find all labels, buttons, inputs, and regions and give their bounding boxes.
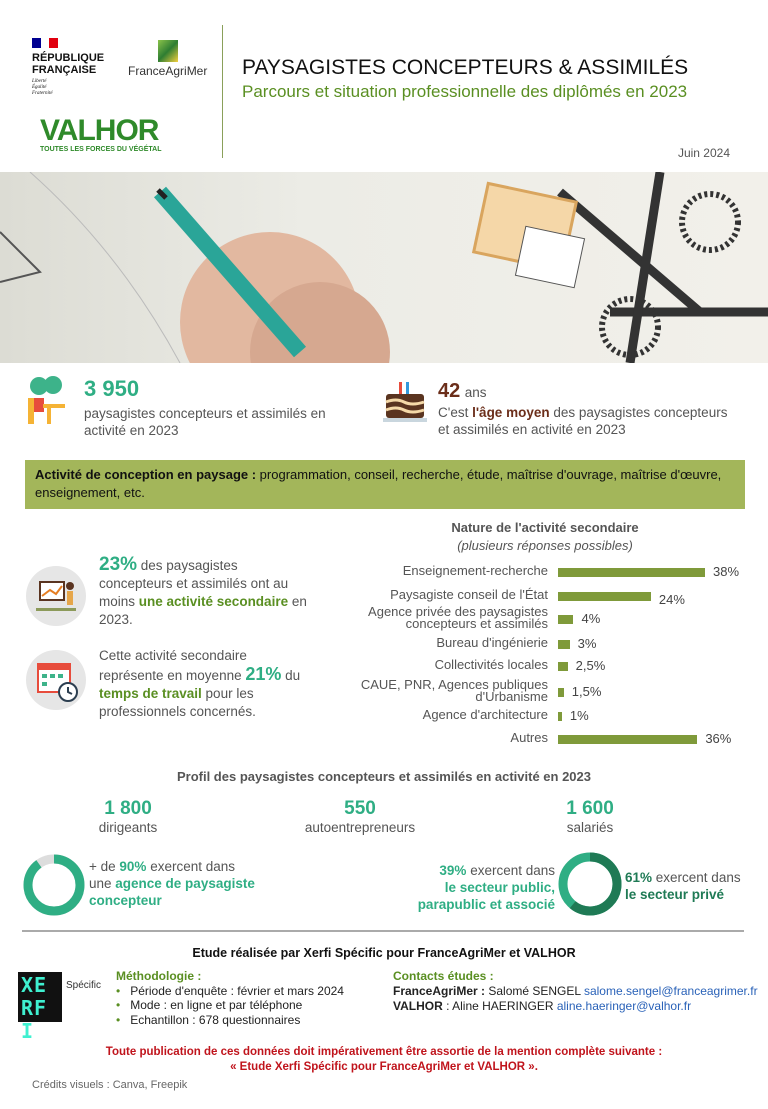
secondary-t3: en 2023.: [99, 594, 307, 627]
landscape-plan-illustration: [0, 172, 768, 363]
work-w4: pour les professionnels concernés.: [99, 686, 256, 719]
profile-autoentrepreneurs: [280, 798, 440, 835]
bar: [558, 568, 705, 577]
age-stat: [438, 380, 486, 403]
valhor-tagline: TOUTES LES FORCES DU VÉGÉTAL: [40, 146, 162, 153]
dirigeants-text: [89, 858, 259, 909]
page-subtitle: Parcours et situation professionnelle des diplômés en 2023: [242, 82, 688, 101]
chart-subtitle: (plusieurs réponses possibles): [457, 538, 633, 553]
dir-bold: agence de paysagiste concepteur: [89, 876, 255, 908]
bar: [558, 688, 564, 697]
age-pre: C'est: [438, 405, 473, 420]
notice-2: « Etude Xerfi Spécific pour FranceAgriMer et VALHOR ».: [230, 1061, 538, 1073]
method-1: Mode : en ligne et par téléphone: [130, 998, 303, 1012]
xerfi-text: XERFI: [21, 973, 48, 1043]
xerfi-sub: Spécific: [66, 980, 102, 991]
bar-value: 3%: [577, 636, 597, 651]
banner-bold: Activité de conception en paysage :: [35, 467, 257, 482]
profile-salaries: [510, 798, 670, 835]
valhor-text: VALHOR: [40, 114, 159, 147]
publication-date: Juin 2024: [677, 146, 730, 160]
contacts-title: Contacts études :: [393, 969, 494, 983]
banner-text: programmation, conseil, recherche, étude, maîtrise d'ouvrage, maîtrise d'œuvre, enseignement, etc.: [35, 467, 722, 500]
chart-row: [0, 604, 768, 631]
bar-label: Autres: [510, 730, 548, 745]
count-text: paysagistes concepteurs et assimilés en activité en 2023: [84, 406, 326, 438]
xerfi-logo: [18, 972, 62, 1043]
dirigeants-num: 1 800: [104, 798, 152, 819]
c1-org: FranceAgriMer :: [393, 984, 486, 998]
hero-photo: [0, 172, 768, 363]
dir-mid: exercent dans une: [89, 859, 235, 891]
salaries-donut: [557, 851, 623, 917]
age-post: des paysagistes concepteurs et assimilés en activité en 2023: [438, 405, 728, 437]
work-w1: Cette activité secondaire représente en moyenne: [99, 648, 247, 683]
priv-pct: 61%: [625, 870, 653, 885]
work-w3: temps de travail: [99, 686, 202, 701]
study-credit: Etude réalisée par Xerfi Spécific pour FranceAgriMer et VALHOR: [192, 946, 576, 960]
contacts: [393, 969, 758, 1014]
dirigeants-donut: [22, 853, 86, 917]
header-divider: [222, 25, 223, 158]
definition-banner: [25, 460, 745, 509]
method-0: Période d'enquête : février et mars 2024: [130, 983, 344, 998]
salaries-label: salariés: [566, 820, 614, 835]
visual-credits: Crédits visuels : Canva, Freepik: [32, 1079, 188, 1091]
bar: [558, 712, 562, 721]
chart-title: Nature de l'activité secondaire: [451, 520, 639, 535]
chart-row: [0, 563, 768, 583]
bar-value: 1,5%: [571, 684, 602, 699]
bar-value: 36%: [705, 731, 732, 746]
publication-notice: [0, 1045, 768, 1075]
c2-org: VALHOR: [393, 999, 443, 1013]
bar-label: Collectivités locales: [434, 657, 548, 672]
chart-row: [0, 730, 768, 750]
age-unit: ans: [464, 385, 487, 400]
public-sector-text: [395, 862, 555, 913]
valhor-logo: [40, 114, 161, 153]
dir-pct: 90%: [119, 859, 147, 874]
bar-label: Bureau d'ingénierie: [436, 635, 548, 650]
age-bold: l'âge moyen: [472, 405, 550, 420]
bar-value: 2,5%: [575, 658, 606, 673]
age-text: [438, 404, 738, 438]
chart-row: [0, 657, 768, 677]
c2-email-link[interactable]: aline.haeringer@valhor.fr: [556, 999, 692, 1013]
bar: [558, 735, 697, 744]
method-item: • Echantillon : 678 questionnaires: [116, 1012, 301, 1027]
pub-mid: exercent dans: [466, 863, 555, 878]
bar-value: 38%: [713, 564, 740, 579]
rf-motto: Liberté Égalité Fraternité: [32, 79, 53, 96]
c2-name: : Aline HAERINGER: [442, 999, 557, 1013]
franceagrimer-logo: [128, 40, 207, 78]
bar: [558, 615, 573, 624]
footer-divider: [22, 930, 744, 932]
method-2: Echantillon : 678 questionnaires: [130, 1012, 301, 1027]
bar: [558, 662, 568, 671]
rf-name: RÉPUBLIQUE FRANÇAISE: [32, 52, 105, 76]
dirigeants-label: dirigeants: [98, 820, 158, 835]
method-title: Méthodologie :: [116, 969, 202, 983]
priv-bold: le secteur privé: [625, 887, 725, 902]
secondary-pct: 23%: [99, 554, 138, 575]
bar-value: 1%: [569, 708, 589, 723]
dir-pre: + de: [89, 859, 120, 874]
work-pct: 21%: [245, 664, 282, 684]
notice-1: Toute publication de ces données doit impérativement être assortie de la mention complète suivante :: [105, 1046, 663, 1058]
bar: [558, 640, 570, 649]
republique-francaise-logo: [32, 38, 105, 97]
priv-mid: exercent dans: [652, 870, 741, 885]
method-item: • Période d'enquête : février et mars 2024: [116, 983, 344, 998]
chart-row: [0, 635, 768, 655]
auto-num: 550: [344, 798, 376, 819]
method-item: • Mode : en ligne et par téléphone: [116, 998, 303, 1012]
dirigeants-donut-segment: [28, 859, 80, 911]
bar-label: Agence d'architecture: [422, 707, 548, 722]
auto-label: autoentrepreneurs: [304, 820, 416, 835]
secondary-t1: des paysagistes concepteurs et assimilés ont au moins: [99, 558, 289, 609]
methodology: [116, 969, 344, 1027]
count-value: 3 950: [84, 376, 140, 401]
bar-value: 4%: [581, 611, 601, 626]
bar-label: CAUE, PNR, Agences publiques d'Urbanisme: [360, 677, 548, 704]
secondary-t2: une activité secondaire: [138, 594, 289, 609]
bar-value: 24%: [658, 592, 685, 607]
bar-label: Agence privée des paysagistes concepteurs et assimilés: [368, 604, 548, 631]
bar: [558, 592, 651, 601]
birthday-cake-icon: [382, 380, 428, 424]
bar-label: Enseignement-recherche: [402, 563, 548, 578]
profile-dirigeants: [48, 798, 208, 835]
chart-row: [0, 707, 768, 727]
c1-name: Salomé SENGEL: [485, 984, 584, 998]
profile-title: Profil des paysagistes concepteurs et assimilés en activité en 2023: [176, 769, 592, 784]
work-w2: du: [281, 668, 301, 683]
salaries-num: 1 600: [566, 798, 614, 819]
age-value: 42: [438, 380, 461, 402]
bar-label: Paysagiste conseil de l'État: [390, 587, 548, 602]
c1-email-link[interactable]: salome.sengel@franceagrimer.fr: [583, 984, 758, 998]
page-title: PAYSAGISTES CONCEPTEURS & ASSIMILÉS: [242, 56, 689, 79]
fam-text: FranceAgriMer: [128, 64, 208, 78]
person-at-desk-icon: [25, 376, 73, 426]
chart-row: [0, 677, 768, 704]
pub-pct: 39%: [439, 863, 467, 878]
pub-bold: le secteur public, parapublic et associé: [417, 880, 555, 912]
private-sector-text: [625, 869, 765, 903]
